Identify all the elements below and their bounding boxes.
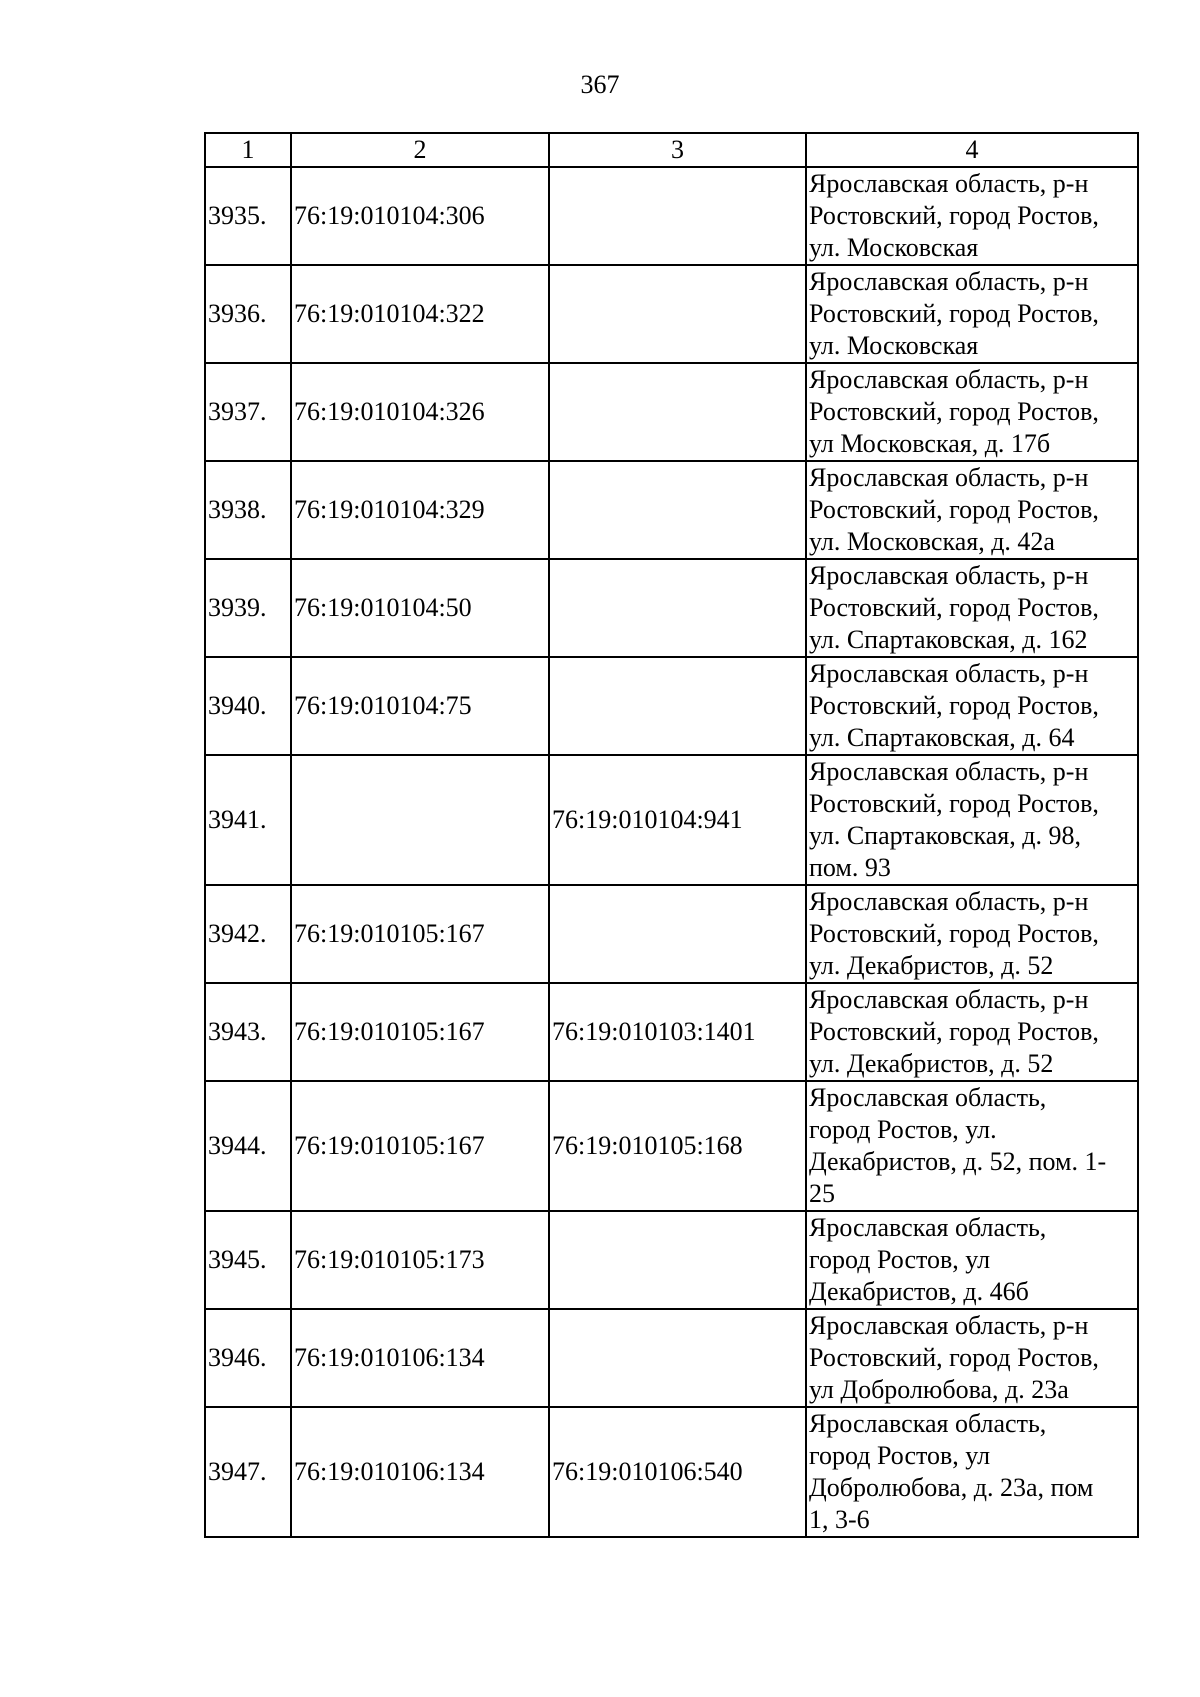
address-line: Ярославская область, р-н	[809, 1311, 1089, 1340]
related-cadastral-number-cell	[549, 1309, 806, 1407]
row-number-cell: 3936.	[205, 265, 291, 363]
address-line: ул. Московская, д. 42а	[809, 527, 1055, 556]
address-line: Ростовский, город Ростов,	[809, 593, 1099, 622]
address-line: Ростовский, город Ростов,	[809, 789, 1099, 818]
address-cell	[806, 755, 1138, 885]
address-line: Ярославская область, р-н	[809, 463, 1089, 492]
address-line: Ростовский, город Ростов,	[809, 1017, 1099, 1046]
table-row	[205, 755, 1138, 885]
address-line: Ростовский, город Ростов,	[809, 1343, 1099, 1372]
related-cadastral-number-cell: 76:19:010105:168	[549, 1081, 806, 1211]
cadastral-number-cell: 76:19:010105:167	[291, 1081, 549, 1211]
address-line: Ярославская область, р-н	[809, 365, 1089, 394]
address-cell	[806, 657, 1138, 755]
table-row	[205, 461, 1138, 559]
table-row	[205, 363, 1138, 461]
related-cadastral-number-cell	[549, 363, 806, 461]
address-line: Ростовский, город Ростов,	[809, 495, 1099, 524]
row-number-cell: 3942.	[205, 885, 291, 983]
cadastral-number-cell: 76:19:010104:50	[291, 559, 549, 657]
address-line: Ростовский, город Ростов,	[809, 919, 1099, 948]
address-line: Ростовский, город Ростов,	[809, 691, 1099, 720]
address-cell	[806, 885, 1138, 983]
address-line: Декабристов, д. 52, пом. 1-	[809, 1147, 1107, 1176]
row-number-cell: 3943.	[205, 983, 291, 1081]
address-cell	[806, 559, 1138, 657]
address-line: Ярославская область, р-н	[809, 267, 1089, 296]
row-number-cell: 3939.	[205, 559, 291, 657]
address-line: Ростовский, город Ростов,	[809, 201, 1099, 230]
address-line: ул. Московская	[809, 233, 979, 262]
cadastral-number-cell: 76:19:010104:75	[291, 657, 549, 755]
address-line: город Ростов, ул.	[809, 1115, 997, 1144]
table-row	[205, 657, 1138, 755]
table-row	[205, 983, 1138, 1081]
table-row	[205, 167, 1138, 265]
table-row	[205, 885, 1138, 983]
address-line: Добролюбова, д. 23а, пом	[809, 1473, 1094, 1502]
address-cell	[806, 363, 1138, 461]
address-line: ул Московская, д. 17б	[809, 429, 1051, 458]
address-cell	[806, 461, 1138, 559]
related-cadastral-number-cell: 76:19:010103:1401	[549, 983, 806, 1081]
address-line: Ярославская область, р-н	[809, 985, 1089, 1014]
cadastral-number-cell: 76:19:010106:134	[291, 1407, 549, 1537]
row-number-cell: 3937.	[205, 363, 291, 461]
address-line: Ростовский, город Ростов,	[809, 299, 1099, 328]
table-row	[205, 265, 1138, 363]
table-row	[205, 1081, 1138, 1211]
row-number-cell: 3935.	[205, 167, 291, 265]
address-line: Ростовский, город Ростов,	[809, 397, 1099, 426]
address-line: Ярославская область,	[809, 1409, 1047, 1438]
table-row	[205, 1407, 1138, 1537]
address-line: Ярославская область, р-н	[809, 169, 1089, 198]
address-cell	[806, 1309, 1138, 1407]
row-number-cell: 3945.	[205, 1211, 291, 1309]
address-line: ул. Спартаковская, д. 64	[809, 723, 1075, 752]
address-line: Ярославская область, р-н	[809, 561, 1089, 590]
table-body	[205, 167, 1138, 1537]
row-number-cell: 3941.	[205, 755, 291, 885]
address-line: ул. Спартаковская, д. 162	[809, 625, 1088, 654]
address-cell	[806, 1211, 1138, 1309]
row-number-cell: 3940.	[205, 657, 291, 755]
address-line: пом. 93	[809, 853, 891, 882]
address-line: Ярославская область, р-н	[809, 887, 1089, 916]
table-row	[205, 559, 1138, 657]
row-number-cell: 3938.	[205, 461, 291, 559]
cadastral-number-cell: 76:19:010104:326	[291, 363, 549, 461]
address-line: ул. Спартаковская, д. 98,	[809, 821, 1081, 850]
cadastral-number-cell: 76:19:010104:329	[291, 461, 549, 559]
row-number-cell: 3946.	[205, 1309, 291, 1407]
address-cell	[806, 167, 1138, 265]
cadastral-number-cell: 76:19:010105:173	[291, 1211, 549, 1309]
address-line: Ярославская область,	[809, 1213, 1047, 1242]
related-cadastral-number-cell	[549, 167, 806, 265]
address-line: ул. Декабристов, д. 52	[809, 1049, 1054, 1078]
related-cadastral-number-cell: 76:19:010104:941	[549, 755, 806, 885]
cadastral-number-cell: 76:19:010106:134	[291, 1309, 549, 1407]
page-number: 367	[580, 70, 620, 99]
address-line: ул. Декабристов, д. 52	[809, 951, 1054, 980]
address-line: Ярославская область,	[809, 1083, 1047, 1112]
registry-table	[204, 132, 1139, 1538]
address-line: город Ростов, ул	[809, 1441, 991, 1470]
related-cadastral-number-cell: 76:19:010106:540	[549, 1407, 806, 1537]
cadastral-number-cell: 76:19:010105:167	[291, 885, 549, 983]
cadastral-number-cell: 76:19:010104:306	[291, 167, 549, 265]
address-line: Декабристов, д. 46б	[809, 1277, 1029, 1306]
column-header-1: 1	[205, 133, 291, 167]
address-line: ул Добролюбова, д. 23а	[809, 1375, 1069, 1404]
address-cell	[806, 983, 1138, 1081]
column-header-2: 2	[291, 133, 549, 167]
cadastral-number-cell	[291, 755, 549, 885]
address-line: Ярославская область, р-н	[809, 757, 1089, 786]
column-header-3: 3	[549, 133, 806, 167]
column-header-4: 4	[806, 133, 1138, 167]
address-line: 25	[809, 1179, 835, 1208]
address-line: ул. Московская	[809, 331, 979, 360]
table-row	[205, 1309, 1138, 1407]
related-cadastral-number-cell	[549, 461, 806, 559]
address-line: Ярославская область, р-н	[809, 659, 1089, 688]
header-row	[205, 133, 1138, 167]
table-row	[205, 1211, 1138, 1309]
related-cadastral-number-cell	[549, 657, 806, 755]
address-cell	[806, 1407, 1138, 1537]
address-cell	[806, 1081, 1138, 1211]
cadastral-number-cell: 76:19:010104:322	[291, 265, 549, 363]
related-cadastral-number-cell	[549, 885, 806, 983]
row-number-cell: 3947.	[205, 1407, 291, 1537]
related-cadastral-number-cell	[549, 1211, 806, 1309]
address-line: город Ростов, ул	[809, 1245, 991, 1274]
row-number-cell: 3944.	[205, 1081, 291, 1211]
related-cadastral-number-cell	[549, 559, 806, 657]
address-cell	[806, 265, 1138, 363]
address-line: 1, 3-6	[809, 1505, 870, 1534]
related-cadastral-number-cell	[549, 265, 806, 363]
cadastral-number-cell: 76:19:010105:167	[291, 983, 549, 1081]
